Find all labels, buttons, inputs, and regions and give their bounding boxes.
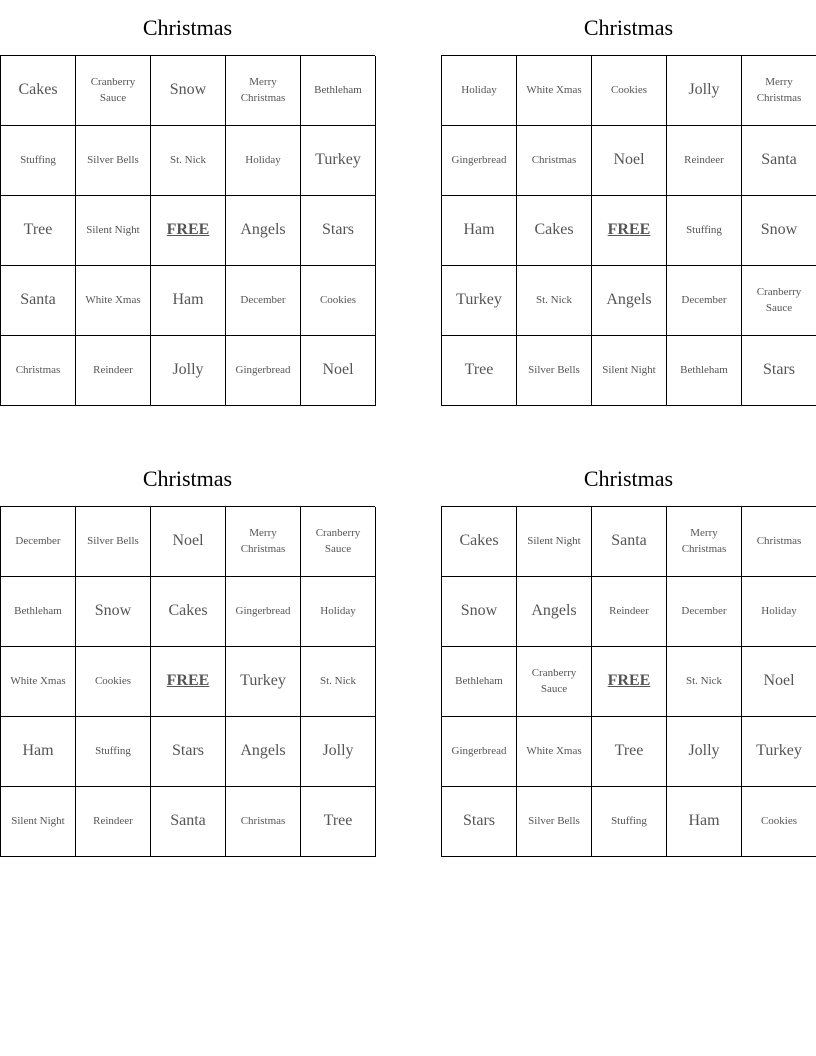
bingo-cell: Cranberry Sauce — [301, 507, 376, 577]
free-space: FREE — [592, 196, 667, 266]
bingo-cell: Holiday — [742, 577, 816, 647]
bingo-cell: Tree — [301, 787, 376, 857]
bingo-cell: Cookies — [742, 787, 816, 857]
bingo-cell: Bethleham — [1, 577, 76, 647]
bingo-cell: Silent Night — [592, 336, 667, 406]
bingo-cell: Cakes — [151, 577, 226, 647]
bingo-cell: Stars — [301, 196, 376, 266]
bingo-cell: December — [226, 266, 301, 336]
bingo-cell: Merry Christmas — [667, 507, 742, 577]
bingo-cell: Tree — [1, 196, 76, 266]
bingo-cell: Turkey — [742, 717, 816, 787]
bingo-grid — [441, 55, 816, 406]
bingo-cell: Merry Christmas — [742, 56, 816, 126]
bingo-card-2 — [441, 12, 816, 406]
bingo-cell: Reindeer — [76, 336, 151, 406]
free-space: FREE — [151, 647, 226, 717]
bingo-cell: Jolly — [667, 717, 742, 787]
bingo-cell: Ham — [151, 266, 226, 336]
bingo-cell: Santa — [742, 126, 816, 196]
bingo-cell: Holiday — [301, 577, 376, 647]
bingo-cell: St. Nick — [151, 126, 226, 196]
bingo-cell: Cakes — [1, 56, 76, 126]
card-title: Christmas — [583, 466, 674, 491]
bingo-cell: Snow — [742, 196, 816, 266]
bingo-cell: Santa — [151, 787, 226, 857]
bingo-cell: Stuffing — [667, 196, 742, 266]
bingo-cell: Turkey — [301, 126, 376, 196]
bingo-cell: Santa — [1, 266, 76, 336]
bingo-cell: Reindeer — [76, 787, 151, 857]
bingo-cell: Stars — [742, 336, 816, 406]
bingo-cell: Bethleham — [442, 647, 517, 717]
bingo-cell: White Xmas — [517, 717, 592, 787]
bingo-cell: Cookies — [76, 647, 151, 717]
bingo-cell: Angels — [226, 717, 301, 787]
bingo-cell: Ham — [1, 717, 76, 787]
bingo-cell: Cookies — [592, 56, 667, 126]
bingo-cell: Gingerbread — [226, 577, 301, 647]
bingo-cell: Gingerbread — [442, 126, 517, 196]
bingo-cell: Reindeer — [592, 577, 667, 647]
bingo-cell: Stuffing — [1, 126, 76, 196]
bingo-cell: Tree — [592, 717, 667, 787]
bingo-cell: Cranberry Sauce — [742, 266, 816, 336]
bingo-cell: White Xmas — [517, 56, 592, 126]
bingo-cell: Santa — [592, 507, 667, 577]
bingo-cell: Snow — [151, 56, 226, 126]
bingo-cell: Cakes — [442, 507, 517, 577]
bingo-cell: Noel — [301, 336, 376, 406]
bingo-cell: Christmas — [1, 336, 76, 406]
bingo-cell: Silver Bells — [517, 336, 592, 406]
bingo-cell: Ham — [667, 787, 742, 857]
bingo-cell: Stars — [151, 717, 226, 787]
bingo-cell: Merry Christmas — [226, 507, 301, 577]
bingo-grid — [441, 506, 816, 857]
bingo-cell: Christmas — [742, 507, 816, 577]
bingo-cell: Cranberry Sauce — [517, 647, 592, 717]
bingo-cell: Angels — [517, 577, 592, 647]
bingo-cell: December — [667, 577, 742, 647]
bingo-cell: White Xmas — [1, 647, 76, 717]
bingo-cell: Silent Night — [517, 507, 592, 577]
bingo-cell: Cookies — [301, 266, 376, 336]
free-space: FREE — [151, 196, 226, 266]
bingo-cell: Silver Bells — [76, 507, 151, 577]
bingo-cell: Angels — [226, 196, 301, 266]
card-title: Christmas — [142, 466, 233, 491]
bingo-cell: Cranberry Sauce — [76, 56, 151, 126]
card-title: Christmas — [583, 15, 674, 40]
bingo-cell: Gingerbread — [226, 336, 301, 406]
bingo-cell: Bethleham — [667, 336, 742, 406]
bingo-cell: Holiday — [226, 126, 301, 196]
bingo-cell: Jolly — [301, 717, 376, 787]
bingo-cell: Ham — [442, 196, 517, 266]
bingo-cell: Christmas — [226, 787, 301, 857]
bingo-cell: Turkey — [226, 647, 301, 717]
bingo-cell: Holiday — [442, 56, 517, 126]
card-title: Christmas — [142, 15, 233, 40]
free-space: FREE — [592, 647, 667, 717]
bingo-cell: Snow — [76, 577, 151, 647]
bingo-cell: Christmas — [517, 126, 592, 196]
bingo-cell: Noel — [592, 126, 667, 196]
bingo-cell: St. Nick — [667, 647, 742, 717]
bingo-cell: St. Nick — [301, 647, 376, 717]
bingo-cell: St. Nick — [517, 266, 592, 336]
bingo-cell: Stars — [442, 787, 517, 857]
bingo-cell: Angels — [592, 266, 667, 336]
bingo-cell: Noel — [742, 647, 816, 717]
bingo-cell: December — [667, 266, 742, 336]
bingo-card-1 — [0, 12, 375, 406]
bingo-cell: December — [1, 507, 76, 577]
bingo-cell: Stuffing — [592, 787, 667, 857]
bingo-cell: Silver Bells — [76, 126, 151, 196]
bingo-cell: Stuffing — [76, 717, 151, 787]
bingo-cell: Jolly — [151, 336, 226, 406]
bingo-grid — [0, 55, 375, 406]
bingo-cell: Merry Christmas — [226, 56, 301, 126]
bingo-cell: Silent Night — [76, 196, 151, 266]
bingo-cell: Snow — [442, 577, 517, 647]
bingo-card-3 — [0, 463, 375, 857]
bingo-cell: Silent Night — [1, 787, 76, 857]
bingo-cell: White Xmas — [76, 266, 151, 336]
bingo-cell: Bethleham — [301, 56, 376, 126]
bingo-grid — [0, 506, 375, 857]
bingo-cell: Gingerbread — [442, 717, 517, 787]
bingo-cell: Noel — [151, 507, 226, 577]
bingo-cell: Silver Bells — [517, 787, 592, 857]
bingo-cell: Tree — [442, 336, 517, 406]
bingo-cell: Cakes — [517, 196, 592, 266]
bingo-cell: Turkey — [442, 266, 517, 336]
bingo-cell: Reindeer — [667, 126, 742, 196]
bingo-cell: Jolly — [667, 56, 742, 126]
bingo-card-4 — [441, 463, 816, 857]
